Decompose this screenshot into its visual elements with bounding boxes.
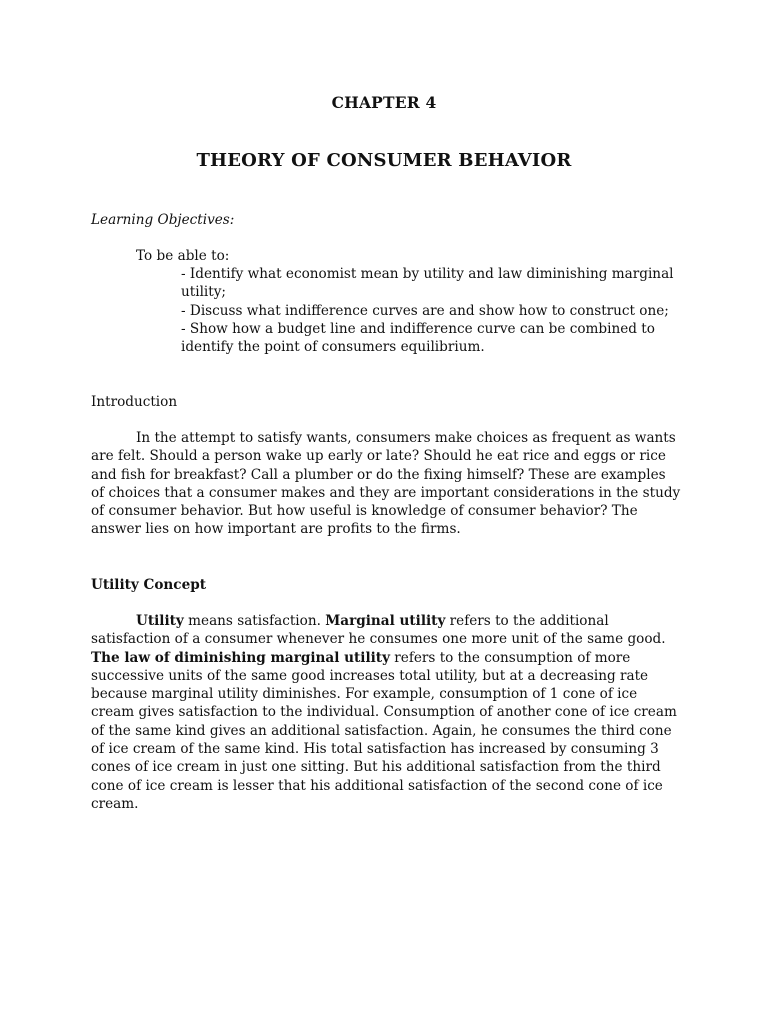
utility-text-3: refers to the consumption of more successive units of the same good increases total utility, but at a decreasing rate because marginal utility diminishes. For example, consumption of 1 cone of ice cream gives satisfaction to the individual. Consumption of another cone of ice cream of the same kind gives an additional satisfaction. Again, he consumes the third cone of ice cream of the same kind. His total satisfaction has increased by consuming 3 cones of ice cream in just one sitting. But his additional satisfaction from the third cone of ice cream is lesser that his additional satisfaction of the second cone of ice cream. — [91, 649, 677, 812]
introduction-heading: Introduction — [91, 394, 178, 410]
objective-item: - Discuss what indifference curves are and show how to construct one; — [181, 302, 669, 319]
objectives-lead: To be able to: — [136, 248, 230, 264]
objective-item: - Identify what economist mean by utility and law diminishing marginal utility; — [181, 266, 674, 301]
chapter-title: THEORY OF CONSUMER BEHAVIOR — [196, 150, 572, 171]
utility-text-2: refers to the additional satisfaction of a consumer whenever he consumes one more unit of the same good. — [91, 613, 666, 648]
term-marginal-utility: Marginal utility — [325, 613, 446, 629]
term-law-diminishing: The law of diminishing marginal utility — [91, 649, 390, 666]
chapter-label: CHAPTER 4 — [331, 93, 437, 112]
learning-objectives-heading: Learning Objectives: — [91, 212, 235, 228]
introduction-paragraph: In the attempt to satisfy wants, consumers make choices as frequent as wants are felt. Should a person wake up early or late? Should he eat rice and eggs or rice and fish for breakfast? Call a plumber or do the fixing himself? These are examples of choices that a consumer makes and they are important considerations in the study of consumer behavior. But how useful is knowledge of consumer behavior? The answer lies on how important are profits to the firms. — [91, 430, 681, 538]
objectives-list — [181, 265, 681, 356]
utility-concept-paragraph — [91, 612, 681, 813]
utility-concept-heading: Utility Concept — [91, 577, 207, 593]
term-utility: Utility — [136, 613, 184, 629]
objective-item: - Show how a budget line and indifference curve can be combined to identify the point of consumers equilibrium. — [181, 320, 655, 356]
utility-text-1: means satisfaction. — [183, 613, 326, 629]
